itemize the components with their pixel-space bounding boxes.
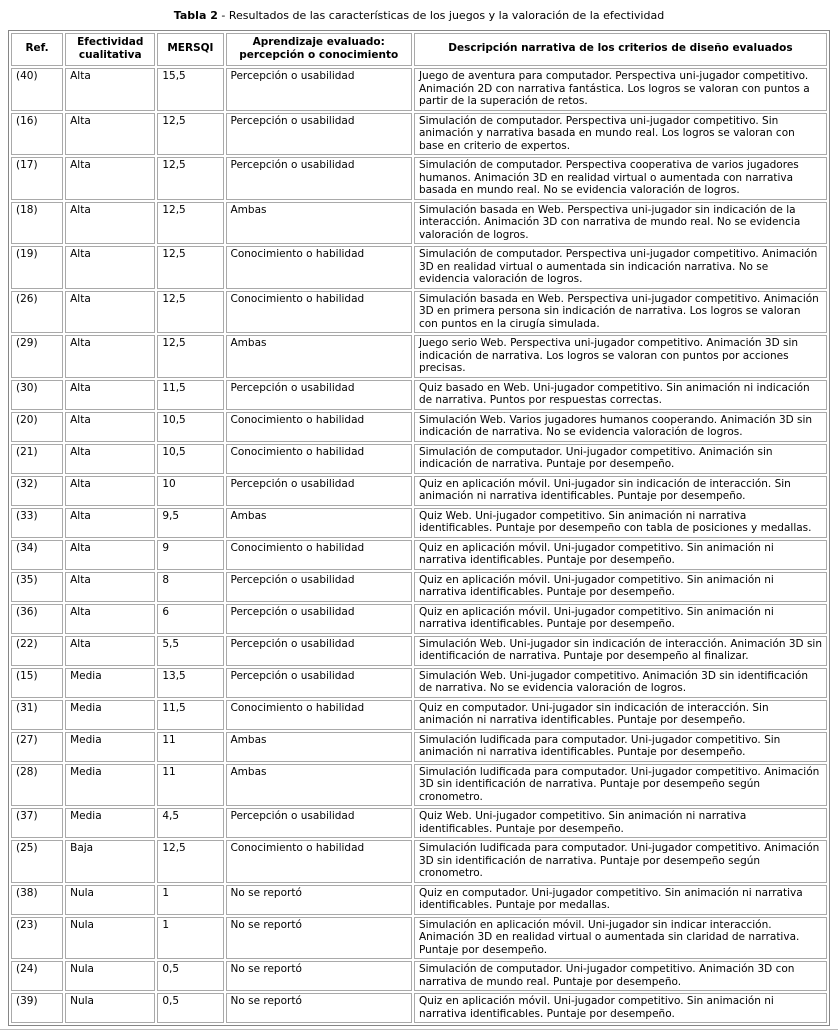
cell-aprendizaje: Percepción o usabilidad: [226, 380, 412, 410]
cell-aprendizaje: Percepción o usabilidad: [226, 808, 412, 838]
cell-descripcion: Quiz en aplicación móvil. Uni-jugador competitivo. Sin animación ni narrativa identificables. Puntaje por desempeño.: [414, 993, 827, 1023]
table-title-label: Tabla 2: [173, 9, 218, 22]
cell-mersqi: 5,5: [157, 636, 223, 666]
cell-efectividad: Alta: [65, 380, 155, 410]
cell-aprendizaje: Ambas: [226, 732, 412, 762]
table-row: [11, 885, 827, 915]
cell-mersqi: 11: [157, 732, 223, 762]
cell-efectividad: Alta: [65, 572, 155, 602]
table-row: [11, 291, 827, 334]
table-header: [11, 33, 827, 66]
cell-mersqi: 11,5: [157, 380, 223, 410]
column-header-aprendizaje: Aprendizaje evaluado: percepción o conocimiento: [226, 33, 412, 66]
table-row: [11, 113, 827, 156]
cell-mersqi: 4,5: [157, 808, 223, 838]
cell-ref: (37): [11, 808, 63, 838]
cell-descripcion: Quiz en aplicación móvil. Uni-jugador competitivo. Sin animación ni narrativa identificables. Puntaje por desempeño.: [414, 604, 827, 634]
cell-descripcion: Simulación Web. Varios jugadores humanos cooperando. Animación 3D sin indicación de narrativa. No se evidencia valoración de logros.: [414, 412, 827, 442]
cell-aprendizaje: Conocimiento o habilidad: [226, 700, 412, 730]
table-row: [11, 476, 827, 506]
cell-aprendizaje: Percepción o usabilidad: [226, 476, 412, 506]
cell-efectividad: Nula: [65, 917, 155, 960]
table-row: [11, 444, 827, 474]
cell-descripcion: Simulación ludificada para computador. Uni-jugador competitivo. Animación 3D sin identificación de narrativa. Puntaje por desempeño según cronometro.: [414, 840, 827, 883]
cell-efectividad: Nula: [65, 885, 155, 915]
cell-mersqi: 10,5: [157, 412, 223, 442]
table-row: [11, 335, 827, 378]
cell-aprendizaje: No se reportó: [226, 917, 412, 960]
table-row: [11, 961, 827, 991]
cell-mersqi: 15,5: [157, 68, 223, 111]
cell-ref: (38): [11, 885, 63, 915]
cell-descripcion: Simulación Web. Uni-jugador competitivo. Animación 3D sin identificación de narrativa. No se evidencia valoración de logros.: [414, 668, 827, 698]
cell-descripcion: Simulación basada en Web. Perspectiva uni-jugador sin indicación de la interacción. Animación 3D con narrativa de mundo real. No se evidencia valoración de logros.: [414, 202, 827, 245]
cell-aprendizaje: Conocimiento o habilidad: [226, 444, 412, 474]
table-row: [11, 572, 827, 602]
cell-ref: (28): [11, 764, 63, 807]
cell-ref: (27): [11, 732, 63, 762]
table-row: [11, 764, 827, 807]
cell-aprendizaje: No se reportó: [226, 993, 412, 1023]
column-header-ref: Ref.: [11, 33, 63, 66]
cell-descripcion: Simulación de computador. Uni-jugador competitivo. Animación sin indicación de narrativa. Puntaje por desempeño.: [414, 444, 827, 474]
cell-aprendizaje: Percepción o usabilidad: [226, 113, 412, 156]
cell-aprendizaje: No se reportó: [226, 885, 412, 915]
cell-descripcion: Quiz Web. Uni-jugador competitivo. Sin animación ni narrativa identificables. Puntaje por desempeño con tabla de posiciones y medallas.: [414, 508, 827, 538]
cell-efectividad: Alta: [65, 246, 155, 289]
cell-ref: (15): [11, 668, 63, 698]
cell-mersqi: 12,5: [157, 246, 223, 289]
cell-efectividad: Alta: [65, 476, 155, 506]
cell-aprendizaje: Percepción o usabilidad: [226, 157, 412, 200]
table-row: [11, 412, 827, 442]
cell-efectividad: Media: [65, 808, 155, 838]
cell-mersqi: 10,5: [157, 444, 223, 474]
cell-efectividad: Media: [65, 732, 155, 762]
cell-aprendizaje: Ambas: [226, 764, 412, 807]
cell-ref: (21): [11, 444, 63, 474]
cell-descripcion: Simulación en aplicación móvil. Uni-jugador sin indicar interacción. Animación 3D en realidad virtual o aumentada sin claridad de narrativa. Puntaje por desempeño.: [414, 917, 827, 960]
table-row: [11, 917, 827, 960]
cell-descripcion: Quiz en computador. Uni-jugador sin indicación de interacción. Sin animación ni narrativa identificables. Puntaje por desempeño.: [414, 700, 827, 730]
table-row: [11, 508, 827, 538]
cell-efectividad: Alta: [65, 202, 155, 245]
table-row: [11, 732, 827, 762]
cell-ref: (29): [11, 335, 63, 378]
cell-mersqi: 1: [157, 917, 223, 960]
cell-mersqi: 9,5: [157, 508, 223, 538]
cell-aprendizaje: Conocimiento o habilidad: [226, 291, 412, 334]
table-row: [11, 808, 827, 838]
cell-efectividad: Alta: [65, 335, 155, 378]
cell-mersqi: 13,5: [157, 668, 223, 698]
results-table: [8, 30, 830, 1026]
cell-ref: (35): [11, 572, 63, 602]
cell-descripcion: Quiz basado en Web. Uni-jugador competitivo. Sin animación ni indicación de narrativa. Puntos por respuestas correctas.: [414, 380, 827, 410]
table-row: [11, 540, 827, 570]
cell-mersqi: 1: [157, 885, 223, 915]
cell-descripcion: Quiz en aplicación móvil. Uni-jugador competitivo. Sin animación ni narrativa identificables. Puntaje por desempeño.: [414, 572, 827, 602]
cell-ref: (17): [11, 157, 63, 200]
table-row: [11, 604, 827, 634]
table-header-row: [11, 33, 827, 66]
cell-descripcion: Quiz en aplicación móvil. Uni-jugador competitivo. Sin animación ni narrativa identificables. Puntaje por desempeño.: [414, 540, 827, 570]
table-body: [11, 68, 827, 1023]
cell-efectividad: Alta: [65, 412, 155, 442]
cell-ref: (40): [11, 68, 63, 111]
cell-ref: (31): [11, 700, 63, 730]
table-row: [11, 636, 827, 666]
cell-mersqi: 12,5: [157, 291, 223, 334]
cell-mersqi: 10: [157, 476, 223, 506]
cell-mersqi: 11,5: [157, 700, 223, 730]
cell-ref: (30): [11, 380, 63, 410]
cell-ref: (22): [11, 636, 63, 666]
cell-ref: (19): [11, 246, 63, 289]
cell-aprendizaje: Ambas: [226, 335, 412, 378]
table-row: [11, 700, 827, 730]
column-header-efectividad: Efectividad cualitativa: [65, 33, 155, 66]
cell-mersqi: 12,5: [157, 335, 223, 378]
cell-descripcion: Juego de aventura para computador. Perspectiva uni-jugador competitivo. Animación 2D con narrativa fantástica. Los logros se valoran con puntos a partir de la superación de retos.: [414, 68, 827, 111]
cell-aprendizaje: Percepción o usabilidad: [226, 636, 412, 666]
cell-efectividad: Nula: [65, 961, 155, 991]
cell-descripcion: Simulación basada en Web. Perspectiva uni-jugador competitivo. Animación 3D en primera persona sin indicación de narrativa. Los logros se valoran con puntos en la cirugía simulada.: [414, 291, 827, 334]
cell-mersqi: 12,5: [157, 113, 223, 156]
cell-mersqi: 11: [157, 764, 223, 807]
cell-aprendizaje: Percepción o usabilidad: [226, 572, 412, 602]
cell-mersqi: 12,5: [157, 202, 223, 245]
cell-efectividad: Media: [65, 700, 155, 730]
cell-descripcion: Quiz en computador. Uni-jugador competitivo. Sin animación ni narrativa identificables. Puntaje por medallas.: [414, 885, 827, 915]
cell-descripcion: Simulación de computador. Perspectiva cooperativa de varios jugadores humanos. Animación 3D en realidad virtual o aumentada con narrativa basada en mundo real. No se evidencia valoración de logros.: [414, 157, 827, 200]
cell-ref: (18): [11, 202, 63, 245]
cell-aprendizaje: No se reportó: [226, 961, 412, 991]
cell-descripcion: Simulación de computador. Perspectiva uni-jugador competitivo. Animación 3D en realidad virtual o aumentada sin indicación narrativa. No se evidencia valoración de logros.: [414, 246, 827, 289]
cell-efectividad: Nula: [65, 993, 155, 1023]
cell-aprendizaje: Conocimiento o habilidad: [226, 840, 412, 883]
cell-mersqi: 9: [157, 540, 223, 570]
cell-mersqi: 12,5: [157, 157, 223, 200]
cell-aprendizaje: Ambas: [226, 508, 412, 538]
cell-ref: (26): [11, 291, 63, 334]
column-header-descripcion: Descripción narrativa de los criterios de diseño evaluados: [414, 33, 827, 66]
cell-aprendizaje: Percepción o usabilidad: [226, 668, 412, 698]
cell-efectividad: Alta: [65, 636, 155, 666]
cell-efectividad: Media: [65, 668, 155, 698]
table-row: [11, 246, 827, 289]
cell-ref: (34): [11, 540, 63, 570]
cell-efectividad: Alta: [65, 508, 155, 538]
cell-mersqi: 0,5: [157, 961, 223, 991]
cell-aprendizaje: Percepción o usabilidad: [226, 604, 412, 634]
table-row: [11, 380, 827, 410]
cell-aprendizaje: Conocimiento o habilidad: [226, 540, 412, 570]
cell-ref: (32): [11, 476, 63, 506]
cell-mersqi: 6: [157, 604, 223, 634]
cell-descripcion: Quiz Web. Uni-jugador competitivo. Sin animación ni narrativa identificables. Puntaje por desempeño.: [414, 808, 827, 838]
cell-ref: (36): [11, 604, 63, 634]
table-row: [11, 68, 827, 111]
cell-mersqi: 0,5: [157, 993, 223, 1023]
table-row: [11, 157, 827, 200]
cell-descripcion: Simulación Web. Uni-jugador sin indicación de interacción. Animación 3D sin identificación de narrativa. Puntaje por desempeño al finalizar.: [414, 636, 827, 666]
cell-efectividad: Alta: [65, 291, 155, 334]
cell-efectividad: Alta: [65, 157, 155, 200]
table-title: [0, 0, 838, 30]
table-title-text: - Resultados de las características de los juegos y la valoración de la efectividad: [221, 9, 665, 22]
cell-ref: (24): [11, 961, 63, 991]
cell-ref: (25): [11, 840, 63, 883]
cell-descripcion: Juego serio Web. Perspectiva uni-jugador competitivo. Animación 3D sin indicación de narrativa. Los logros se valoran con puntos por acciones precisas.: [414, 335, 827, 378]
cell-ref: (33): [11, 508, 63, 538]
cell-mersqi: 8: [157, 572, 223, 602]
bottom-divider: [0, 1026, 838, 1030]
cell-ref: (39): [11, 993, 63, 1023]
cell-efectividad: Alta: [65, 113, 155, 156]
table-row: [11, 668, 827, 698]
cell-descripcion: Simulación de computador. Uni-jugador competitivo. Animación 3D con narrativa de mundo real. Puntaje por desempeño.: [414, 961, 827, 991]
cell-descripcion: Simulación de computador. Perspectiva uni-jugador competitivo. Sin animación y narrativa basada en mundo real. Los logros se valoran con base en criterio de expertos.: [414, 113, 827, 156]
cell-descripcion: Simulación ludificada para computador. Uni-jugador competitivo. Animación 3D sin identificación de narrativa. Puntaje por desempeño según cronometro.: [414, 764, 827, 807]
cell-efectividad: Alta: [65, 68, 155, 111]
cell-mersqi: 12,5: [157, 840, 223, 883]
cell-aprendizaje: Percepción o usabilidad: [226, 68, 412, 111]
table-row: [11, 202, 827, 245]
table-row: [11, 993, 827, 1023]
cell-aprendizaje: Conocimiento o habilidad: [226, 412, 412, 442]
cell-efectividad: Alta: [65, 540, 155, 570]
cell-ref: (20): [11, 412, 63, 442]
cell-efectividad: Alta: [65, 604, 155, 634]
cell-ref: (23): [11, 917, 63, 960]
cell-aprendizaje: Ambas: [226, 202, 412, 245]
cell-ref: (16): [11, 113, 63, 156]
table-row: [11, 840, 827, 883]
column-header-mersqi: MERSQI: [157, 33, 223, 66]
cell-descripcion: Simulación ludificada para computador. Uni-jugador competitivo. Sin animación ni narrativa identificables. Puntaje por desempeño.: [414, 732, 827, 762]
cell-descripcion: Quiz en aplicación móvil. Uni-jugador sin indicación de interacción. Sin animación ni narrativa identificables. Puntaje por desempeño.: [414, 476, 827, 506]
cell-efectividad: Baja: [65, 840, 155, 883]
cell-aprendizaje: Conocimiento o habilidad: [226, 246, 412, 289]
cell-efectividad: Alta: [65, 444, 155, 474]
cell-efectividad: Media: [65, 764, 155, 807]
